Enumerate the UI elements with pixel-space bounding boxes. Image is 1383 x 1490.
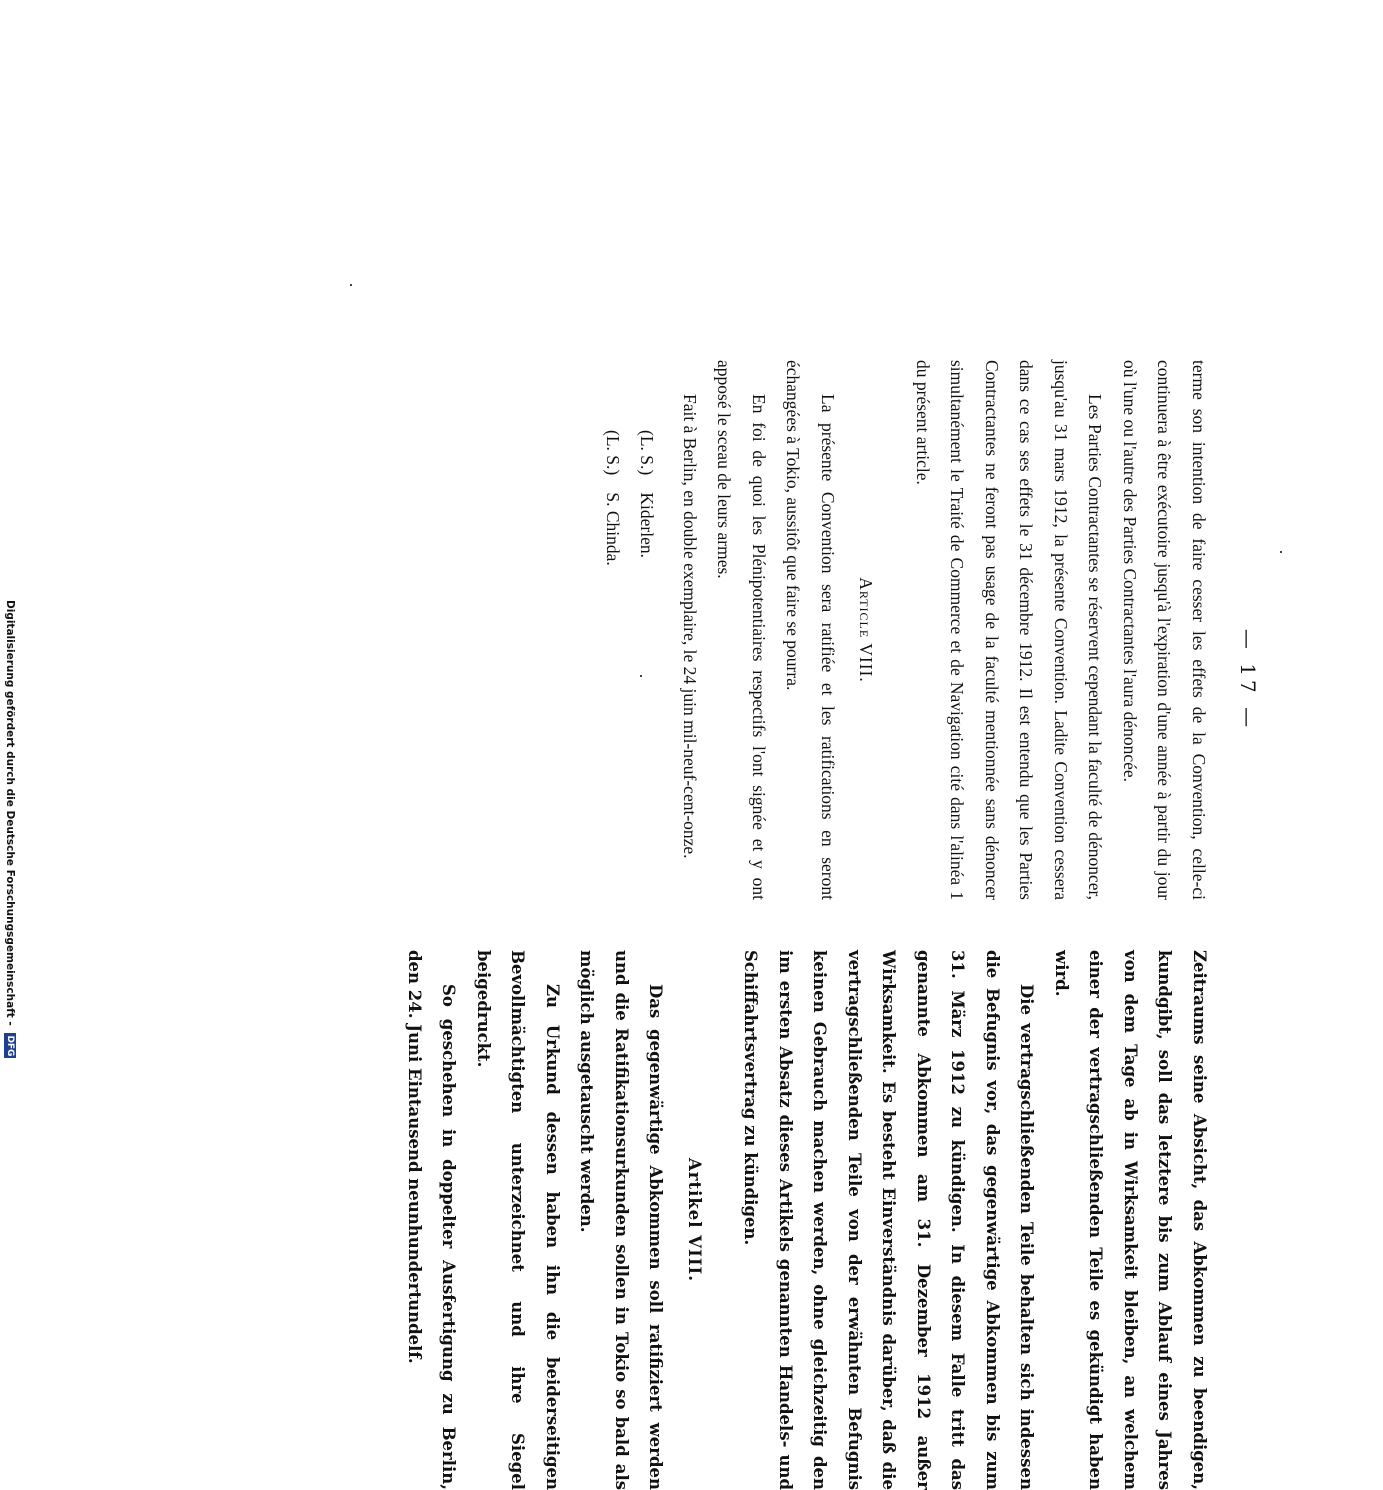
rotated-document-page [130, 360, 1260, 1490]
german-article-heading: Artikel VIII. [685, 1157, 704, 1283]
french-paragraph-3: La présente Convention sera ratifiée et les ratifications en seront échangées à Tokio, aussitôt que faire se pourra. [783, 360, 838, 900]
german-paragraph-3: Das gegenwärtige Abkommen soll ratifiziert werden und die Ratifikationsurkunden sollen in Tokio so bald als möglich ausgetauscht werden. [577, 950, 666, 1490]
page-number: — 17 — [1236, 628, 1260, 732]
french-article-heading: Article VIII. [856, 577, 877, 683]
french-paragraph-4: En foi de quoi les Plénipotentiaires respectifs l'ont signée et y ont apposé le sceau de leurs armes. [714, 360, 769, 900]
french-paragraph-1: terme son intention de faire cesser les effets de la Convention, celle-ci continuera à être exécutoire jusqu'à l'expiration d'une année à partir du jour où l'une ou l'autre des Parties Contractantes l'aura dénoncée. [1120, 360, 1209, 900]
seal-mark-2: (L. S.) [603, 430, 624, 476]
digitization-credit-sidebar [0, 600, 20, 1057]
german-column [397, 950, 1217, 1490]
scan-speck [350, 284, 352, 286]
scan-speck [640, 675, 642, 677]
signature-2 [597, 360, 631, 900]
digitization-credit [1, 600, 19, 1057]
signatory-name-2: S. Chinda. [603, 492, 624, 566]
seal-mark-1: (L. S.) [637, 430, 658, 476]
french-paragraph-5: Fait à Berlin, en double exemplaire, le 24 juin mil-neuf-cent-onze. [680, 394, 700, 859]
german-paragraph-5: So geschehen in doppelter Ausfertigung zu Berlin, den 24. Juni Eintausend neunhundertundelf. [405, 950, 459, 1490]
french-column [597, 360, 1217, 900]
french-paragraph-2: Les Parties Contractantes se réservent cependant la faculté de dénoncer, jusqu'au 31 mars 1912, la présente Convention. Ladite Convention cessera dans ce cas ses effets le 31 décembre 1912. Il est entendu que les Parties Contractantes ne feront pas usage de la faculté mentionnée sans dénoncer simultanément le Traité de Commerce et de Navigation cité dans l'alinéa 1 du présent article. [913, 360, 1106, 900]
german-paragraph-4: Zu Urkund dessen haben ihn die beiderseitigen Bevollmächtigten unterzeichnet und ihre Siegel beigedruckt. [474, 950, 562, 1490]
digitization-credit-text: Digitalisierung gefördert durch die Deutsche Forschungsgemeinschaft - [4, 600, 16, 1026]
scan-speck [1280, 551, 1282, 553]
dfg-logo-icon: DFG [5, 1035, 15, 1057]
german-paragraph-2: Die vertragschließenden Teile behalten sich indessen die Befugnis vor, das gegenwärtige Abkommen bis zum 31. März 1912 zu kündigen. In diesem Falle tritt das genannte Abkommen am 31. Dezember 1912 außer Wirksamkeit. Es besteht Einverständnis darüber, daß die vertragschließenden Teile von der erwähnten Befugnis keinen Gebrauch machen werden, ohne gleichzeitig den im ersten Absatz dieses Artikels genannten Handels- und Schiffahrtsvertrag zu kündigen. [741, 950, 1037, 1490]
signatory-name-1: Kiderlen. [637, 492, 658, 558]
signature-1 [631, 360, 665, 900]
german-paragraph-1: Zeitraums seine Absicht, das Abkommen zu beendigen, kundgibt, soll das letztere bis zum Ablauf eines Jahres von dem Tage ab in Wirksamkeit bleiben, an welchem einer der vertragschließenden Teile es gekündigt haben wird. [1052, 950, 1209, 1490]
